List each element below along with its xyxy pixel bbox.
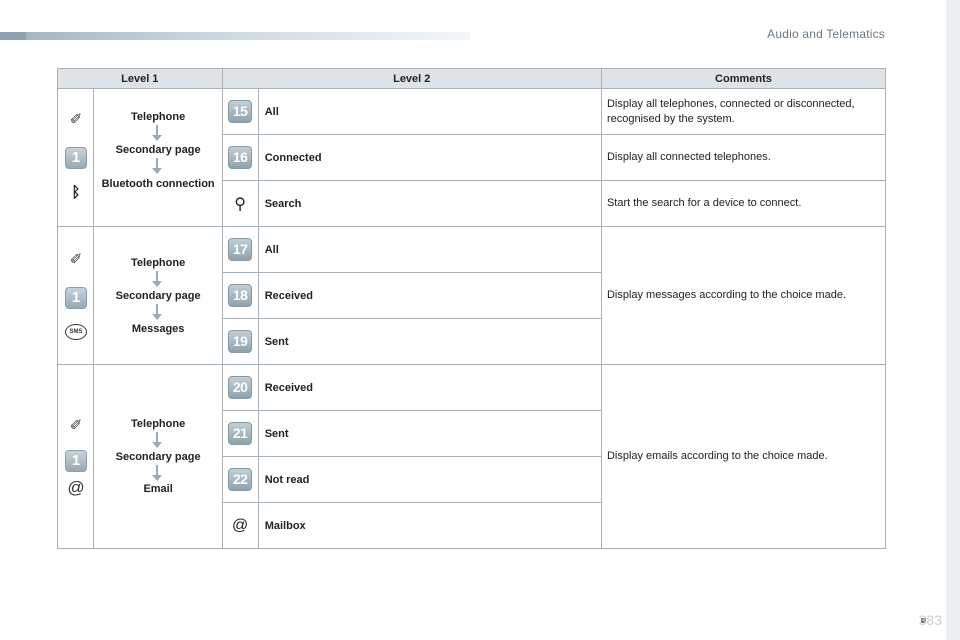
menu-number-icon: 22 (228, 468, 252, 491)
table-row (58, 227, 886, 273)
menu-number-icon: 1 (58, 287, 94, 309)
menu-number-icon: 15 (228, 100, 252, 123)
bluetooth-icon: ᛒ (71, 183, 81, 201)
table-row (58, 365, 886, 411)
comment-text: Display all telephones, connected or disconnected, recognised by the system. (601, 89, 885, 135)
badge-cell (222, 273, 258, 319)
badge-cell (222, 411, 258, 457)
at-icon: @ (67, 478, 85, 497)
level1-telephone: Telephone (131, 256, 186, 269)
group2-level1 (94, 227, 222, 365)
arrow-down-icon (156, 465, 158, 475)
badge-cell (222, 135, 258, 181)
group3-level1 (94, 365, 222, 549)
menu-number-icon: 16 (228, 146, 252, 169)
level2-search: Search (258, 181, 601, 227)
level1-telephone: Telephone (131, 110, 186, 123)
menu-table (57, 68, 886, 549)
table-row (58, 89, 886, 135)
header-decor-accent (0, 32, 26, 40)
header-level1: Level 1 (58, 69, 223, 89)
group1-level1 (94, 89, 222, 227)
menu-number-icon: 20 (228, 376, 252, 399)
section-title: Audio and Telematics (767, 27, 885, 41)
level1-bluetooth-connection: Bluetooth connection (101, 177, 215, 190)
page-edge-strip (946, 0, 960, 640)
level1-secondary-page: Secondary page (115, 451, 201, 463)
menu-number-icon: 1 (58, 450, 94, 472)
level2-received: Received (258, 365, 601, 411)
level2-sent: Sent (258, 411, 601, 457)
level2-connected: Connected (258, 135, 601, 181)
arrow-down-icon (156, 125, 158, 135)
header-level2: Level 2 (222, 69, 601, 89)
level2-all: All (258, 89, 601, 135)
menu-number-icon: 1 (58, 147, 94, 169)
arrow-down-icon (156, 158, 158, 168)
page-number: 383 (918, 612, 942, 628)
comment-text: Display messages according to the choice made. (601, 227, 885, 365)
badge-cell (222, 227, 258, 273)
comment-text: Display all connected telephones. (601, 135, 885, 181)
group2-icons (58, 227, 94, 365)
level1-telephone: Telephone (131, 418, 186, 430)
search-icon: ⚲ (222, 181, 258, 227)
menu-number-icon: 18 (228, 284, 252, 307)
comment-text: Display emails according to the choice made. (601, 365, 885, 549)
arrow-down-icon (156, 304, 158, 314)
phone-icon: ✐ (69, 110, 83, 128)
level2-all: All (258, 227, 601, 273)
at-icon: @ (222, 503, 258, 549)
level1-secondary-page: Secondary page (115, 143, 201, 156)
level2-not-read: Not read (258, 457, 601, 503)
menu-number-icon: 21 (228, 422, 252, 445)
comment-text: Start the search for a device to connect. (601, 181, 885, 227)
arrow-down-icon (156, 271, 158, 281)
level2-sent: Sent (258, 319, 601, 365)
table-header-row (58, 69, 886, 89)
header-comments: Comments (601, 69, 885, 89)
menu-number-icon: 19 (228, 330, 252, 353)
arrow-down-icon (156, 432, 158, 442)
badge-cell (222, 457, 258, 503)
badge-cell (222, 319, 258, 365)
level2-mailbox: Mailbox (258, 503, 601, 549)
phone-icon: ✐ (69, 417, 83, 434)
group3-icons (58, 365, 94, 549)
level2-received: Received (258, 273, 601, 319)
badge-cell (222, 89, 258, 135)
level1-messages: Messages (131, 322, 185, 335)
group1-icons (58, 89, 94, 227)
phone-icon: ✐ (69, 250, 83, 268)
sms-icon: SMS (58, 324, 94, 340)
level1-secondary-page: Secondary page (115, 289, 201, 302)
header-decor-bar (0, 32, 470, 40)
menu-number-icon: 17 (228, 238, 252, 261)
badge-cell (222, 365, 258, 411)
level1-email: Email (143, 483, 173, 495)
